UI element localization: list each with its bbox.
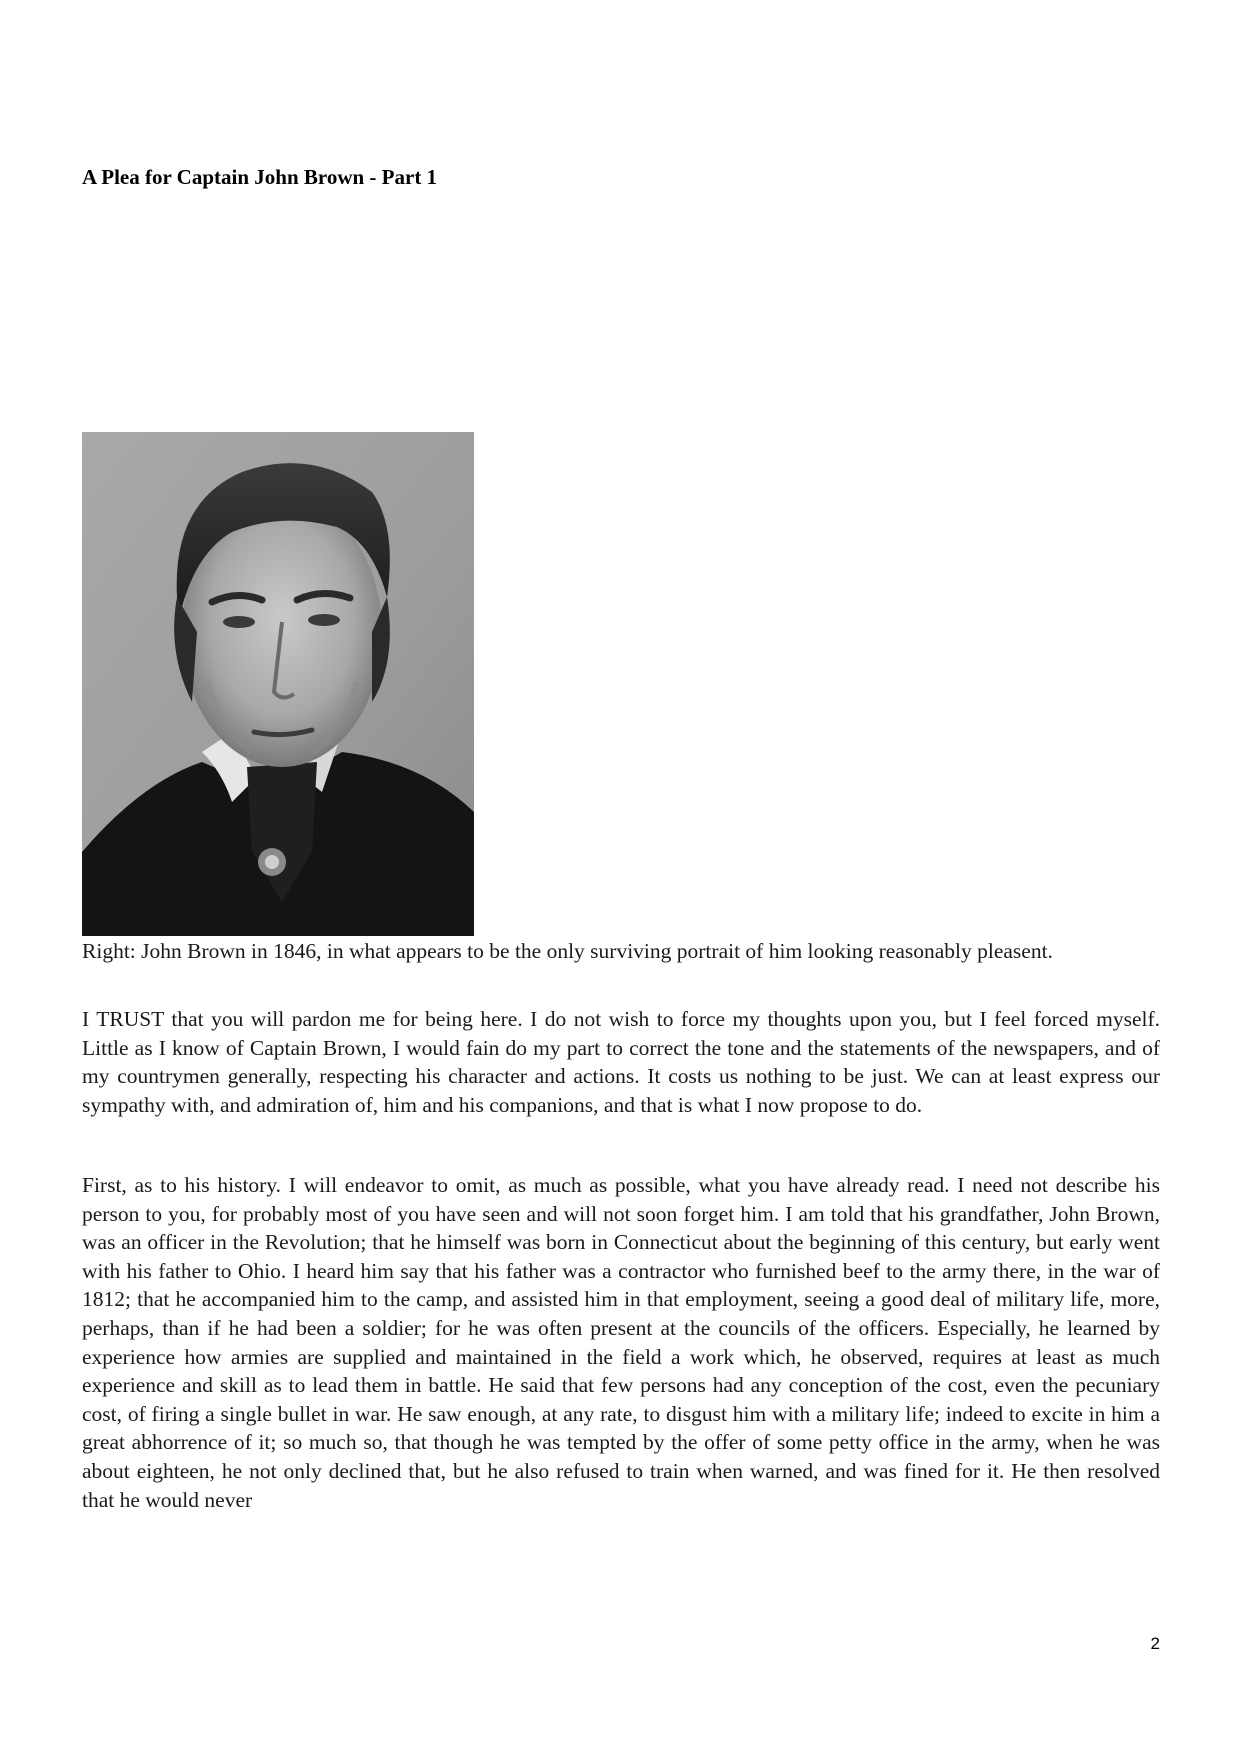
page-title: A Plea for Captain John Brown - Part 1 <box>82 165 438 189</box>
portrait-caption: Right: John Brown in 1846, in what appears to be the only surviving portrait of him looking reasonably pleasent. <box>82 939 1053 963</box>
paragraph-1: I TRUST that you will pardon me for being here. I do not wish to force my thoughts upon you, but I feel forced myself. Little as I know of Captain Brown, I would fain do my part to correct the tone and the statements of the newspapers, and of my countrymen generally, respecting his character and actions. It costs us nothing to be just. We can at least express our sympathy with, and admiration of, him and his companions, and that is what I now propose to do. <box>82 1007 1160 1117</box>
portrait-image <box>82 432 474 936</box>
portrait-photo <box>82 432 474 936</box>
page-number: 2 <box>1150 1634 1160 1653</box>
paragraph-2: First, as to his history. I will endeavor to omit, as much as possible, what you have already read. I need not describe his person to you, for probably most of you have seen and will not soon forget him. I am told that his grandfather, John Brown, was an officer in the Revolution; that he himself was born in Connecticut about the beginning of this century, but early went with his father to Ohio. I heard him say that his father was a contractor who furnished beef to the army there, in the war of 1812; that he accompanied him to the camp, and assisted him in that employment, seeing a good deal of military life, more, perhaps, than if he had been a soldier; for he was often present at the councils of the officers. Especially, he learned by experience how armies are supplied and maintained in the field a work which, he observed, requires at least as much experience and skill as to lead them in battle. He said that few persons had any conception of the cost, even the pecuniary cost, of firing a single bullet in war. He saw enough, at any rate, to disgust him with a military life; indeed to excite in him a great abhorrence of it; so much so, that though he was tempted by the offer of some petty office in the army, when he was about eighteen, he not only declined that, but he also refused to train when warned, and was fined for it. He then resolved that he would never <box>82 1173 1160 1512</box>
